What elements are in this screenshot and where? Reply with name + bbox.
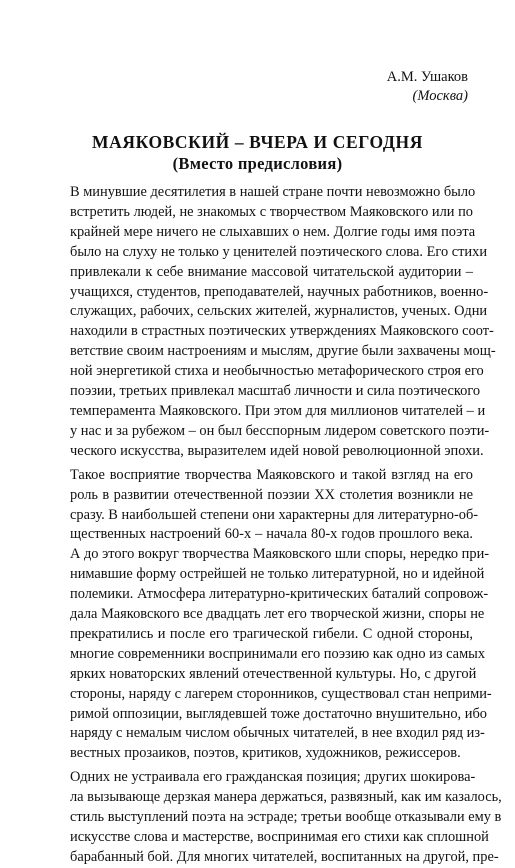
text-line: стиль выступлений поэта на эстраде; третьи вообще отказывали ему в (70, 809, 502, 826)
text-line: ла вызывающе дерзкая манера держаться, развязный, как им казалось, (70, 789, 502, 806)
author-block (387, 68, 468, 106)
page-title: МАЯКОВСКИЙ – ВЧЕРА И СЕГОДНЯ (92, 132, 423, 152)
text-line: щественных настроений 60-х – начала 80-х годов прошлого века. (70, 526, 473, 543)
text-line: полемики. Атмосфера литературно-критических баталий сопровож- (70, 586, 489, 603)
title-block (0, 131, 515, 175)
paragraph (46, 768, 502, 868)
text-line: было на слуху не только у ценителей поэтического слова. Его стихи (70, 243, 488, 260)
paragraph (46, 466, 492, 765)
author-location: (Москва) (412, 88, 468, 104)
text-line: нимавшие форму острейшей не только литературной, но и идейной (70, 566, 485, 583)
text-line: многие современники воспринимали его поэзию как одно из самых (70, 645, 486, 662)
text-line: учащихся, студентов, преподавателей, научных работников, военно- (70, 283, 489, 300)
text-line: находили в страстных поэтических утверждениях Маяковского соот- (70, 323, 494, 340)
text-line: ческого искусства, выразителем идей новой революционной эпохи. (70, 442, 484, 459)
text-line: дала Маяковского все двадцать лет его творческой жизни, споры не (70, 606, 485, 623)
text-line: искусстве слова и мастерстве, воспринимая его стихи как сплошной (70, 829, 489, 845)
text-line: темперамента Маяковского. При этом для миллионов читателей – и (70, 402, 486, 419)
text-line: служащих, рабочих, сельских жителей, журналистов, ученых. Одни (70, 303, 488, 320)
text-line: стороны, наряду с лагерем сторонников, существовал стан неприми- (70, 685, 492, 702)
text-line: сразу. В наибольшей степени они характерны для литературно-об- (70, 506, 479, 523)
text-line: прекратились и после его трагической гибели. С одной стороны, (70, 625, 473, 642)
author-name: А.М. Ушаков (386, 69, 468, 85)
paragraph (46, 183, 496, 462)
text-line: вестных прозаиков, поэтов, критиков, художников, режиссеров. (70, 745, 461, 762)
text-line: ной энергетикой стиха и необычностью метафорического строя его (70, 363, 484, 380)
text-line: встретить людей, не знакомых с творчеством Маяковского или по (70, 203, 473, 220)
text-line: поэзии, третьих привлекал масштаб личности и сила поэтического (70, 383, 481, 400)
text-line: А до этого вокруг творчества Маяковского шли споры, нередко при- (70, 546, 490, 563)
text-line: барабанный бой. Для многих читателей, воспитанных на другой, пре- (70, 848, 499, 865)
text-line: Одних не устраивала его гражданская позиция; других шокирова- (70, 769, 476, 786)
text-line: роль в развитии отечественной поэзии XX столетия возникли не (70, 486, 473, 503)
text-line: крайней мере ничего не слыхавших о нем. Долгие годы имя поэта (70, 223, 476, 240)
body-text (46, 183, 502, 868)
text-line: у нас и за рубежом – он был бесспорным лидером советского поэти- (70, 422, 490, 439)
text-line: римой оппозиции, выглядевшей тоже достаточно внушительно, ибо (70, 705, 487, 722)
text-line: В минувшие десятилетия в нашей стране почти невозможно было (70, 184, 476, 200)
text-line: привлекали к себе внимание массовой читательской аудитории – (70, 263, 473, 280)
text-line: ветствие своим настроениям и мыслям, другие были захвачены мощ- (70, 343, 496, 360)
text-line: Такое восприятие творчества Маяковского и такой взгляд на его (70, 466, 473, 483)
text-line: ярких новаторских явлений отечественной культуры. Но, с другой (70, 665, 477, 682)
text-line: наряду с немалым числом обычных читателей, в нее входил ряд из- (70, 725, 485, 742)
page-subtitle: (Вместо предисловия) (172, 154, 343, 173)
